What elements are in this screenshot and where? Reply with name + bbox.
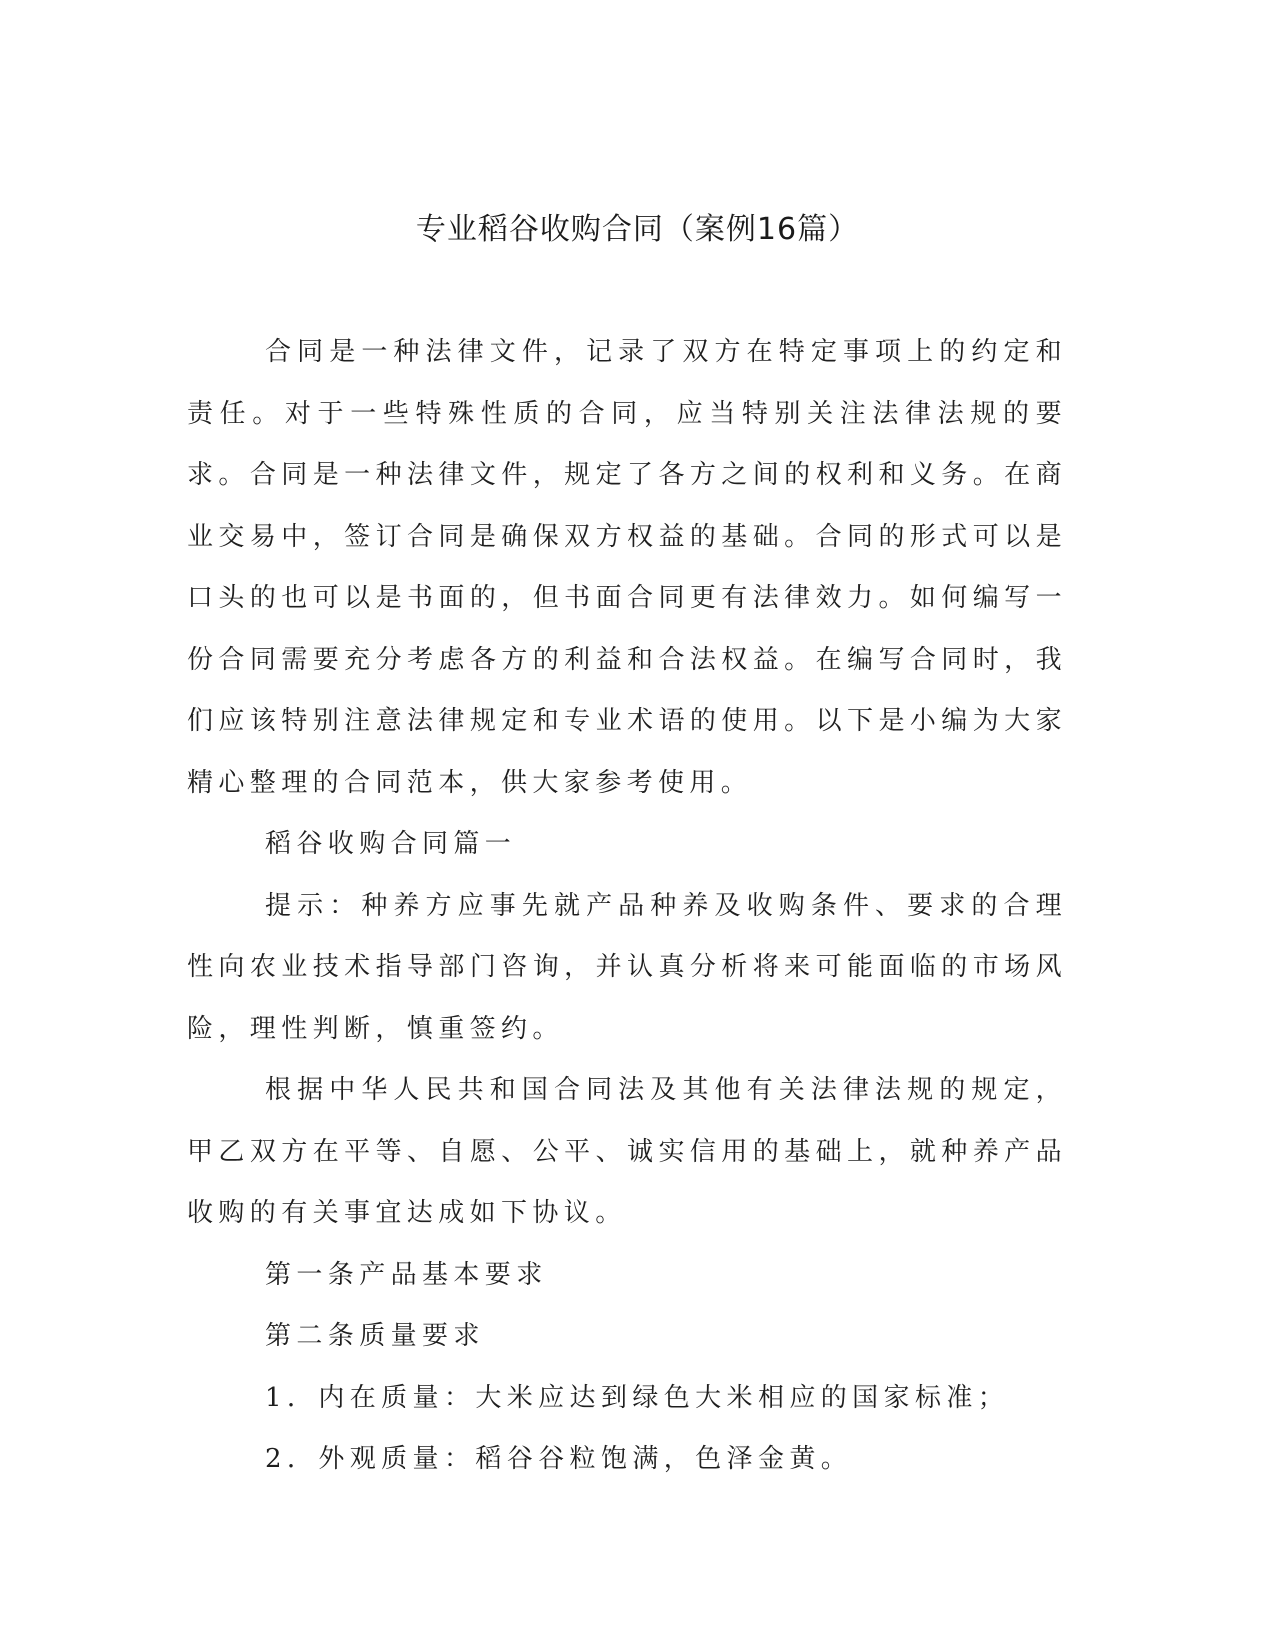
- document-body: [187, 322, 1067, 1491]
- quality-item-1: 1．内在质量：大米应达到绿色大米相应的国家标准；: [265, 1382, 1010, 1413]
- document-title: 专业稻谷收购合同（案例16篇）: [415, 212, 860, 247]
- article-two-heading: 第二条质量要求: [265, 1321, 485, 1351]
- quality-item-2: 2．外观质量：稻谷谷粒饱满，色泽金黄。: [265, 1444, 853, 1474]
- article-one-heading: 第一条产品基本要求: [265, 1259, 548, 1290]
- tip-paragraph: 提示：种养方应事先就产品种养及收购条件、要求的合理性向农业技术指导部门咨询，并认真分析将来可能面临的市场风险，理性判断，慎重签约。: [187, 890, 1067, 1044]
- agreement-preamble-paragraph: 根据中华人民共和国合同法及其他有关法律法规的规定，甲乙双方在平等、自愿、公平、诚实信用的基础上，就种养产品收购的有关事宜达成如下协议。: [187, 1075, 1067, 1228]
- intro-paragraph: 合同是一种法律文件，记录了双方在特定事项上的约定和责任。对于一些特殊性质的合同，应当特别关注法律法规的要求。合同是一种法律文件，规定了各方之间的权利和义务。在商业交易中，签订合同是确保双方权益的基础。合同的形式可以是口头的也可以是书面的，但书面合同更有法律效力。如何编写一份合同需要充分考虑各方的利益和合法权益。在编写合同时，我们应该特别注意法律规定和专业术语的使用。以下是小编为大家精心整理的合同范本，供大家参考使用。: [187, 337, 1067, 798]
- section-heading-part-one: 稻谷收购合同篇一: [265, 829, 517, 859]
